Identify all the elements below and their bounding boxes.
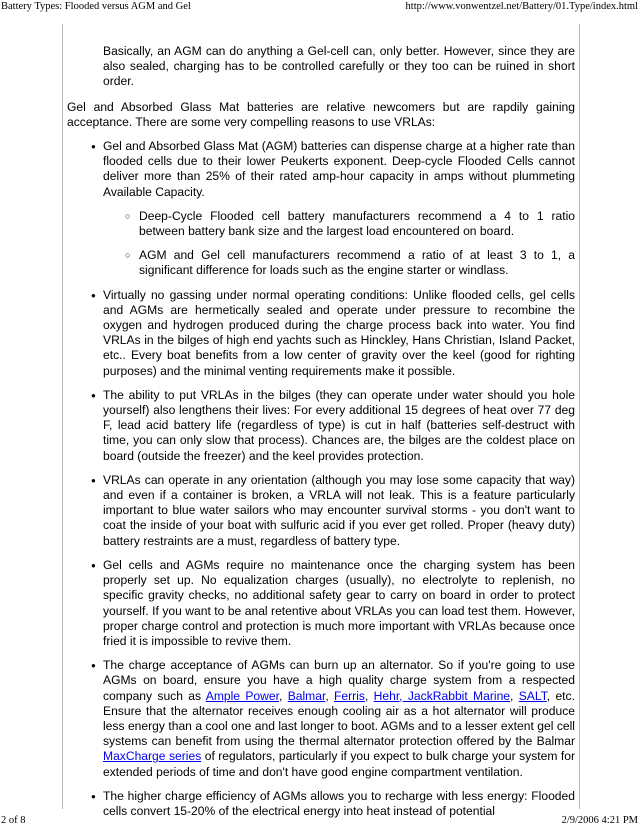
link-ferris[interactable]: Ferris [334,688,365,703]
link-hehr-jackrabbit[interactable]: Hehr, JackRabbit Marine [373,688,511,703]
link-salt[interactable]: SALT [518,688,547,703]
link-maxcharge[interactable]: MaxCharge series [103,749,202,764]
list-item [103,658,575,780]
link-separator: , [510,688,519,703]
list-item: ● The higher charge efficiency of AGMs allows you to recharge with less energy: Flooded cells convert 15-20% of the electrical energy into heat instead of potential [103,789,575,819]
sub-list-item: ○ AGM and Gel cell manufacturers recommend a ratio of at least 3 to 1, a significant difference for loads such as the engine starter or windlass. [139,248,575,278]
link-separator: , [364,688,374,703]
link-separator: , [325,688,335,703]
list-item-text: , etc. Ensure that the alternator receives enough cooling air as a hot alternator will produce less energy than a cool one and last longer to boot. AGMs and to a lesser extent gel cell systems can benefit from using the thermal alternator protection offered by the Balmar [103,688,575,749]
list-item: ● VRLAs can operate in any orientation (although you may lose some capacity that way) and even if a container is broken, a VRLA will not leak. This is a feature particularly important to blue water sailors who may encounter survival storms - you don't want to coat the inside of your boat with sulfuric acid if you ever get rolled. Proper (heavy duty) battery restraints are a must, regardless of battery type. [103,473,575,549]
link-balmar[interactable]: Balmar [287,688,326,703]
list-item: ● The ability to put VRLAs in the bilges (they can operate under water should you hole yourself) also lengthens their lives: For every additional 15 degrees of heat over 77 deg F, lead acid battery life (regardless of type) is cut in half (batteries self-destruct with time, you can only slow that process). Chances are, the bilges are the coldest place on board (outside the freezer) and the keel provides protection. [103,388,575,464]
sub-list-item: ○ Deep-Cycle Flooded cell battery manufacturers recommend a 4 to 1 ratio between battery bank size and the largest load encountered on board. [139,209,575,239]
page-url: http://www.vonwentzel.net/Battery/01.Type/index.html [405,1,638,12]
list-item-text: The charge acceptance of AGMs can burn up an alternator. So if you're going to use AGMs on board, ensure you have a high quality charge system from a respected company such as [103,658,575,703]
list-item: ● Virtually no gassing under normal operating conditions: Unlike flooded cells, gel cells and AGMs are hermetically sealed and operate under pressure to recombine the oxygen and hydrogen produced during the charge process back into water. You find VRLAs in the bilges of high end yachts such as Hinckley, Hans Christian, Island Packet, etc.. Every boat benefits from a low center of gravity over the keel (good for righting purposes) and the minimal venting requirements make it possible. [103,288,575,379]
list-item-text: Gel and Absorbed Glass Mat (AGM) batteries can dispense charge at a higher rate than flooded cells due to their lower Peukerts exponent. Deep-cycle Flooded Cells cannot deliver more than 25% of their rated amp-hour capacity in amps without plummeting Available Capacity. [103,139,575,199]
intro-quote: Basically, an AGM can do anything a Gel-cell can, only better. However, since they are also sealed, charging has to be controlled carefully or they too can be ruined in short order. [103,44,575,89]
lead-paragraph: Gel and Absorbed Glass Mat batteries are relative newcomers but are rapdily gaining acceptance. There are some very compelling reasons to use VRLAs: [67,99,575,129]
article-content [62,24,580,818]
list-item [103,139,575,279]
print-datetime: 2/9/2006 4:21 PM [561,815,638,826]
link-separator: , [278,688,288,703]
list-item-text: of regulators, particularly if you expect to bulk charge your system for extended periods of time and don't have good engine compartment ventilation. [103,749,575,779]
list-item: ● Gel cells and AGMs require no maintenance once the charging system has been properly set up. No equalization charges (usually), no electrolyte to replenish, no specific gravity checks, no additional safety gear to carry on board in order to protect yourself. If you want to be anal retentive about VRLAs you can load test them. However, proper charge control and protection is much more important with VRLAs because once fried it is impossible to revive them. [103,558,575,649]
print-footer [0,814,640,828]
reasons-list [67,139,575,819]
page-title: Battery Types: Flooded versus AGM and Gel [1,1,191,12]
sub-list [103,209,575,279]
link-ample-power[interactable]: Ample Power [205,688,279,703]
print-header [0,0,640,14]
page-number: 2 of 8 [1,815,26,826]
